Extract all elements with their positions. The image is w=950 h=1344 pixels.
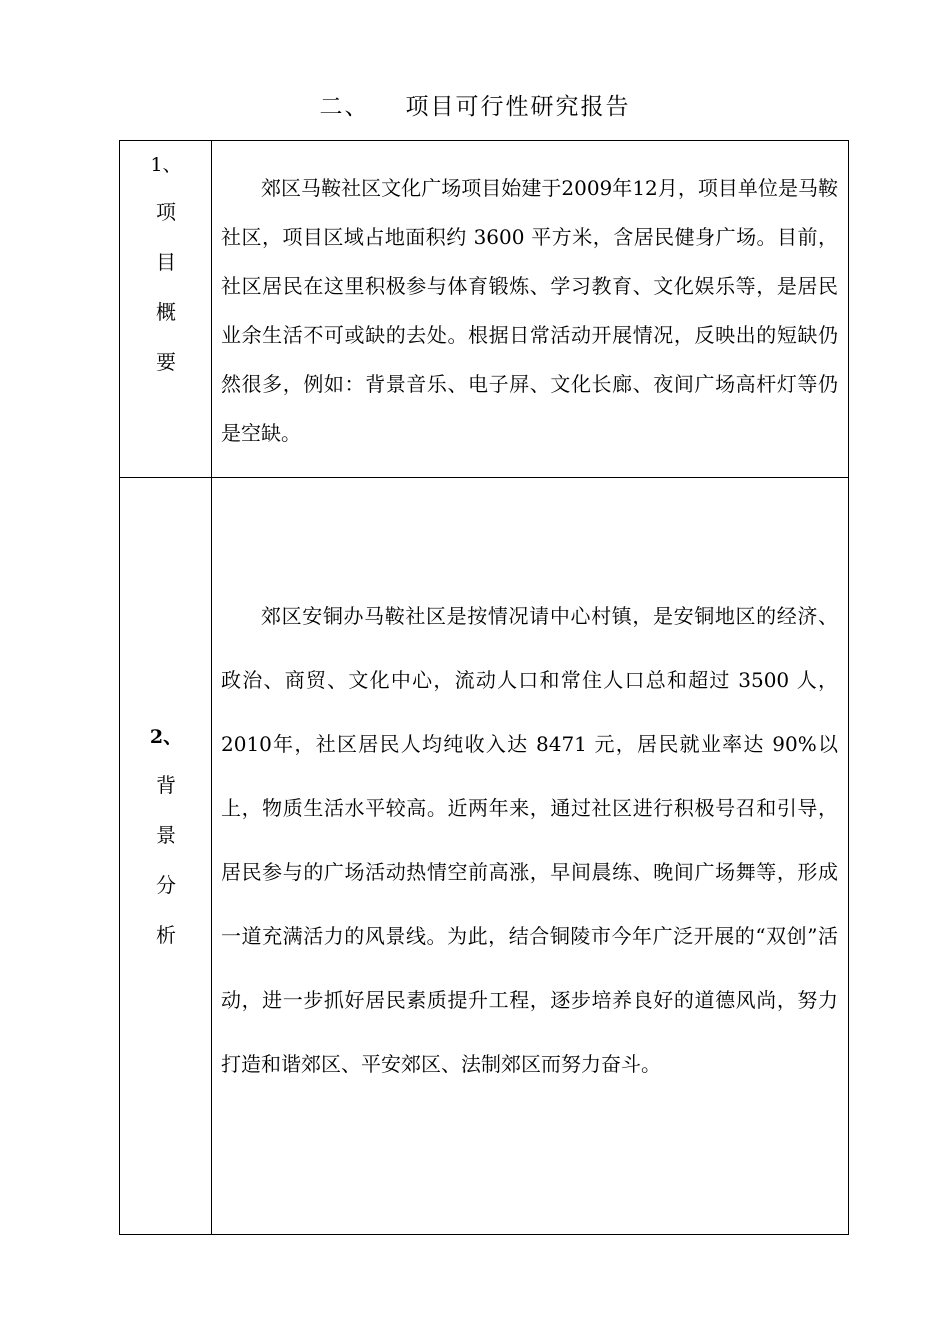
section-content-cell [212,478,848,1234]
section-label-cell [120,478,212,1234]
section-label-char: 项 [156,200,176,224]
section-label-char: 要 [156,350,176,374]
section-label-char: 目 [156,250,176,274]
section-content-cell [212,141,848,477]
page-title [0,90,950,124]
background-paragraph: 郊区安铜办马鞍社区是按情况请中心村镇，是安铜地区的经济、政治、商贸、文化中心，流动人口和常住人口总和超过 3500 人，2010年，社区居民人均纯收入达 8471 元，居民就业率达 90%以上，物质生活水平较高。近两年来，通过社区进行积极号召和引导，居民参与的广场活动热情空前高涨，早间晨练、晚间广场舞等，形成一道充满活力的风景线。为此，结合铜陵市今年广泛开展的“双创”活动，进一步抓好居民素质提升工程，逐步培养良好的道德风尚，努力打造和谐郊区、平安郊区、法制郊区而努力奋斗。 [221,604,838,1076]
section-label-char: 景 [156,823,176,847]
section-label-char: 分 [156,873,176,897]
section-label-char: 析 [156,923,176,947]
section-label-cell [120,141,212,477]
section-number: 1、 [150,154,182,176]
heading-text: 项目可行性研究报告 [405,94,631,120]
table-row-overview [120,141,848,478]
heading-number: 二、 [319,94,370,120]
report-table [119,140,849,1235]
section-label [120,198,212,398]
table-row-background [120,478,848,1234]
section-label [120,771,212,971]
section-number: 2、 [149,726,183,748]
section-label-char: 背 [156,773,176,797]
section-label-char: 概 [156,300,176,324]
overview-paragraph: 郊区马鞍社区文化广场项目始建于2009年12月，项目单位是马鞍社区，项目区域占地面积约 3600 平方米，含居民健身广场。目前，社区居民在这里积极参与体育锻炼、学习教育、文化娱乐等，是居民业余生活不可或缺的去处。根据日常活动开展情况，反映出的短缺仍然很多，例如：背景音乐、电子屏、文化长廊、夜间广场高杆灯等仍是空缺。 [221,176,838,445]
